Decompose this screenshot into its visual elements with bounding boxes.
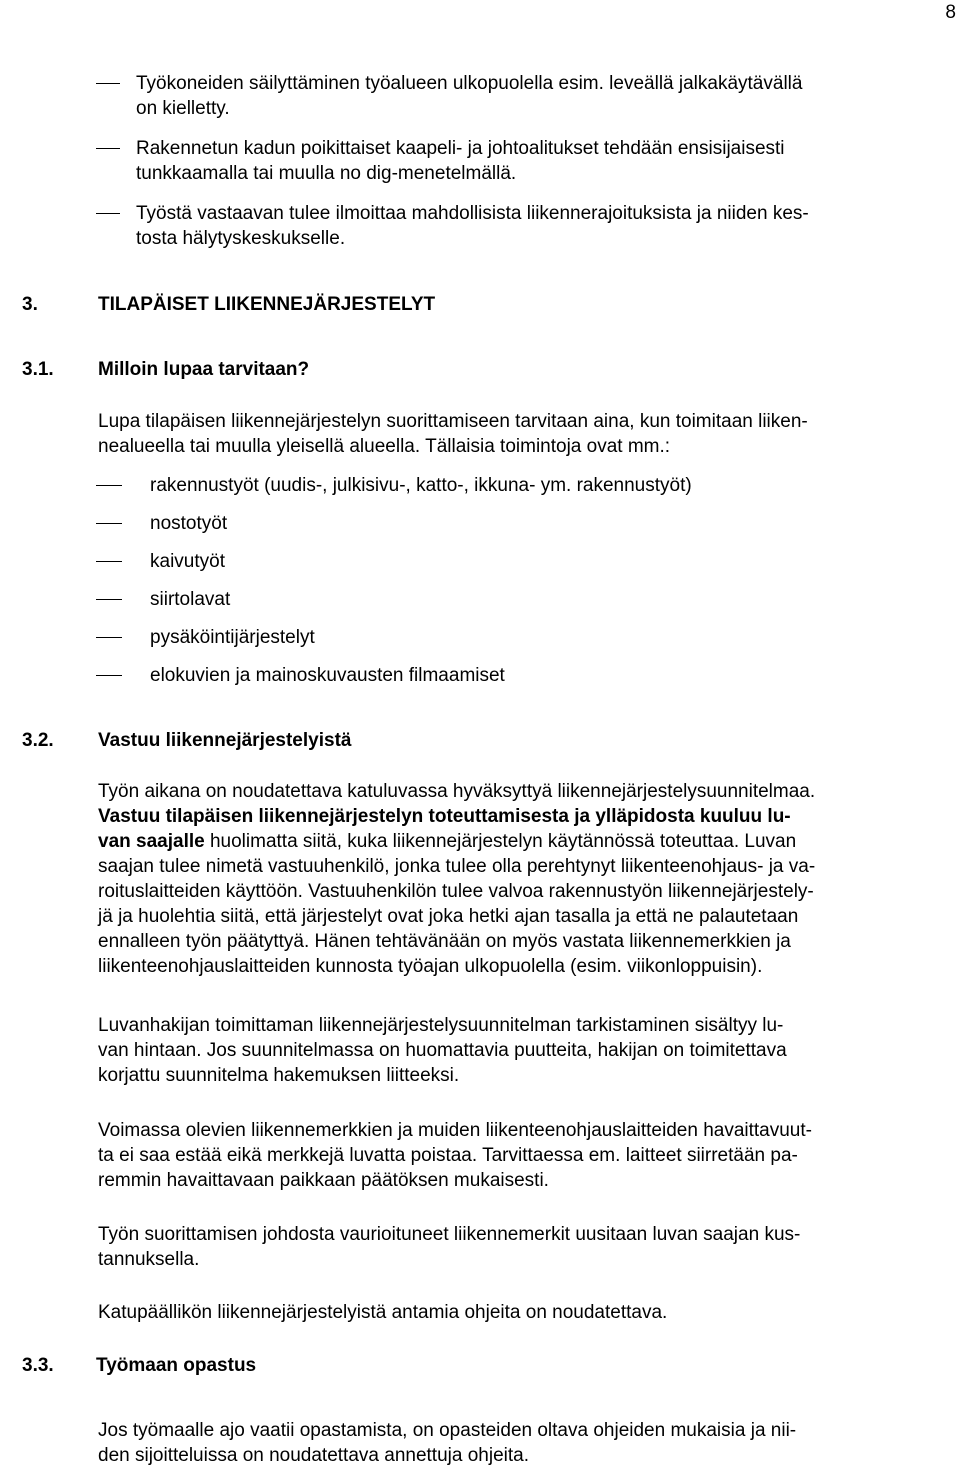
- paragraph-line: Katupäällikön liikennejärjestelyistä antamia ohjeita on noudatettava.: [98, 1302, 668, 1323]
- paragraph-line: ennalleen työn päätyttyä. Hänen tehtävänään on myös vastata liikennemerkkien ja: [98, 931, 791, 952]
- list-item: [96, 136, 946, 186]
- dash-bullet: [96, 675, 122, 676]
- list-item-line: Työstä vastaavan tulee ilmoittaa mahdollisista liikennerajoituksista ja niiden kes-: [136, 203, 809, 224]
- paragraph-line: van hintaan. Jos suunnitelmassa on huomattavia puutteita, hakijan on toimitettava: [98, 1040, 787, 1061]
- list-item: [96, 549, 946, 574]
- dash-bullet: [96, 637, 122, 638]
- list-item-text: siirtolavat: [150, 589, 231, 610]
- paragraph-line: ta ei saa estää eikä merkkejä luvatta poistaa. Tarvittaessa em. laitteet siirretään pa-: [98, 1145, 798, 1166]
- paragraph-line: den sijoitteluissa on noudatettava annettuja ohjeita.: [98, 1445, 529, 1466]
- list-item-text: pysäköintijärjestelyt: [150, 627, 315, 648]
- paragraph-line: Voimassa olevien liikennemerkkien ja muiden liikenteenohjauslaitteiden havaittavuut-: [98, 1120, 812, 1141]
- list-item: [96, 201, 946, 251]
- paragraph-line: Työn aikana on noudatettava katuluvassa hyväksyttyä liikennejärjestelysuunnitelmaa.: [98, 781, 816, 802]
- page-number: 8: [945, 2, 956, 23]
- paragraph: [98, 1300, 950, 1325]
- subsection-number: 3.3.: [22, 1355, 54, 1376]
- paragraph-line: tannuksella.: [98, 1249, 200, 1270]
- subsection-number: 3.2.: [22, 730, 54, 751]
- dash-bullet: [96, 83, 120, 84]
- paragraph: [98, 1418, 950, 1468]
- paragraph-line: Lupa tilapäisen liikennejärjestelyn suorittamiseen tarvitaan aina, kun toimitaan liiken-: [98, 411, 808, 432]
- paragraph: [98, 1222, 950, 1272]
- list-item-text: rakennustyöt (uudis-, julkisivu-, katto-, ikkuna- ym. rakennustyöt): [150, 475, 692, 496]
- paragraph-line: Luvanhakijan toimittaman liikennejärjestelysuunnitelman tarkistaminen sisältyy lu-: [98, 1015, 784, 1036]
- list-item-line: on kielletty.: [136, 98, 230, 119]
- paragraph: [98, 1013, 950, 1088]
- paragraph-text: huolimatta siitä, kuka liikennejärjestelyn käytännössä toteuttaa. Luvan: [204, 831, 797, 852]
- subsection-title: Milloin lupaa tarvitaan?: [98, 359, 310, 380]
- paragraph-line: nealueella tai muulla yleisellä alueella. Tällaisia toimintoja ovat mm.:: [98, 436, 671, 457]
- list-item-text: nostotyöt: [150, 513, 228, 534]
- list-item: [96, 587, 946, 612]
- dash-bullet: [96, 599, 122, 600]
- paragraph-line: [98, 829, 950, 854]
- paragraph-line: jä ja huolehtia siitä, että järjestelyt ovat joka hetki ajan tasalla ja että ne palautetaan: [98, 906, 799, 927]
- paragraph-line: remmin havaittavaan paikkaan päätöksen mukaisesti.: [98, 1170, 549, 1191]
- paragraph: [98, 409, 950, 459]
- emphasis-line: Vastuu tilapäisen liikennejärjestelyn toteuttamisesta ja ylläpidosta kuuluu lu-: [98, 806, 791, 827]
- dash-bullet: [96, 148, 120, 149]
- subsection-title: Työmaan opastus: [96, 1355, 257, 1376]
- subsection-title: Vastuu liikennejärjestelyistä: [98, 730, 352, 751]
- section-number: 3.: [22, 294, 38, 315]
- list-item-text: kaivutyöt: [150, 551, 225, 572]
- list-item-line: Rakennetun kadun poikittaiset kaapeli- ja johtoalitukset tehdään ensisijaisesti: [136, 138, 785, 159]
- list-item: [96, 625, 946, 650]
- paragraph-line: roituslaitteiden käyttöön. Vastuuhenkilön tulee valvoa rakennustyön liikennejärjestely-: [98, 881, 814, 902]
- paragraph-line: Työn suorittamisen johdosta vaurioituneet liikennemerkit uusitaan luvan saajan kus-: [98, 1224, 801, 1245]
- list-item-line: tunkkaamalla tai muulla no dig-menetelmällä.: [136, 163, 517, 184]
- paragraph-line: liikenteenohjauslaitteiden kunnosta työajan ulkopuolella (esim. viikonloppuisin).: [98, 956, 763, 977]
- list-item: [96, 71, 946, 121]
- section-title: TILAPÄISET LIIKENNEJÄRJESTELYT: [98, 294, 436, 315]
- dash-bullet: [96, 213, 120, 214]
- list-item-text: elokuvien ja mainoskuvausten filmaamiset: [150, 665, 505, 686]
- subsection-number: 3.1.: [22, 359, 54, 380]
- dash-bullet: [96, 485, 122, 486]
- paragraph-line: saajan tulee nimetä vastuuhenkilö, jonka tulee olla perehtynyt liikenteenohjaus- ja va-: [98, 856, 816, 877]
- list-item: [96, 473, 946, 498]
- dash-bullet: [96, 523, 122, 524]
- paragraph-line: Jos työmaalle ajo vaatii opastamista, on opasteiden oltava ohjeiden mukaisia ja nii-: [98, 1420, 797, 1441]
- paragraph: [98, 779, 950, 979]
- paragraph: [98, 1118, 950, 1193]
- list-item-line: Työkoneiden säilyttäminen työalueen ulkopuolella esim. leveällä jalkakäytävällä: [136, 73, 803, 94]
- list-item: [96, 511, 946, 536]
- paragraph-line: korjattu suunnitelma hakemuksen liitteeksi.: [98, 1065, 460, 1086]
- dash-bullet: [96, 561, 122, 562]
- list-item-line: tosta hälytyskeskukselle.: [136, 228, 346, 249]
- emphasis-text: van saajalle: [98, 831, 205, 852]
- list-item: [96, 663, 946, 688]
